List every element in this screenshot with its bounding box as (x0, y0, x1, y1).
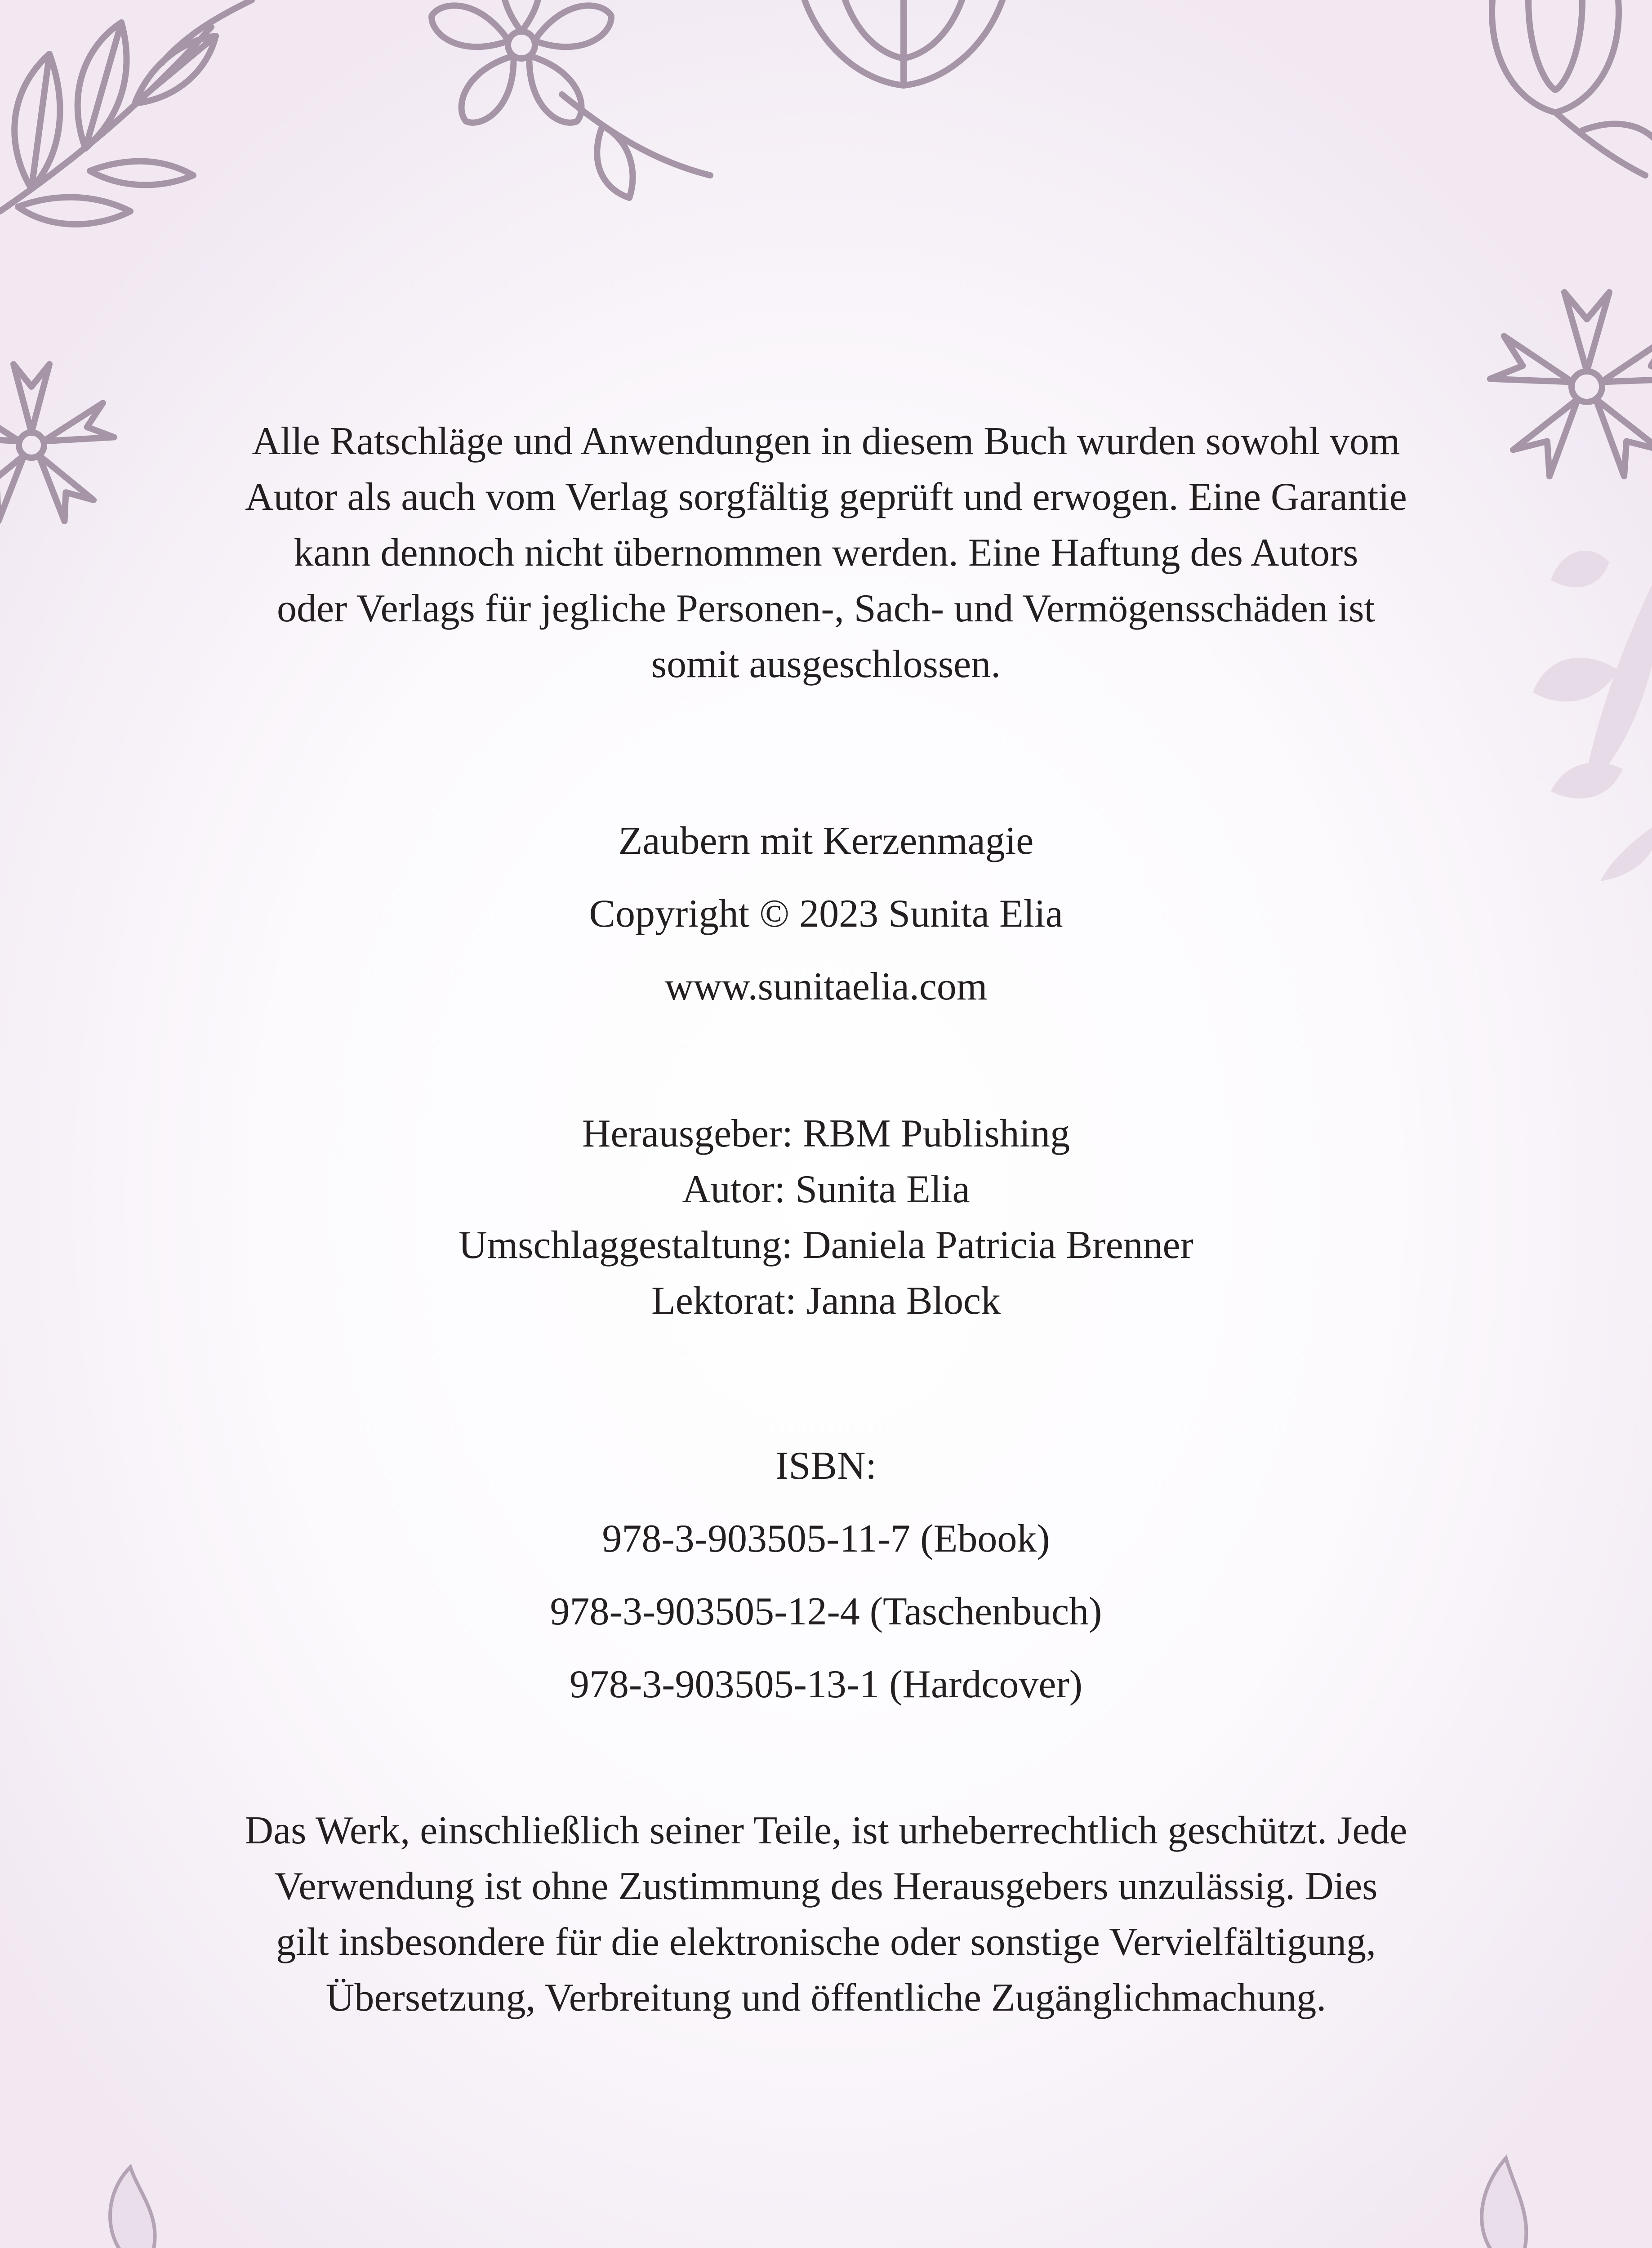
publisher-credit: Herausgeber: RBM Publishing (582, 1112, 1070, 1155)
flower-icon (426, 0, 710, 198)
rights-paragraph (0, 1803, 1652, 2026)
leaf-branch-icon (0, 0, 252, 224)
rights-line: gilt insbesondere für die elektronische oder sonstige Vervielfältigung, (276, 1920, 1376, 1964)
disclaimer-paragraph (0, 414, 1652, 692)
candle-icon (1412, 2158, 1594, 2248)
rights-line: Verwendung ist ohne Zustimmung des Herausgebers unzulässig. Dies (274, 1864, 1378, 1908)
flower-icon (805, 0, 1002, 85)
rights-line: Übersetzung, Verbreitung und öffentliche Zugänglichmachung. (325, 1976, 1327, 2020)
disclaimer-line: kann dennoch nicht übernommen werden. Eine Haftung des Autors (294, 531, 1358, 575)
disclaimer-line: oder Verlags für jegliche Personen-, Sach- und Vermögensschäden ist (277, 587, 1375, 630)
author-credit: Autor: Sunita Elia (682, 1168, 970, 1211)
disclaimer-line: Autor als auch vom Verlag sorgfältig geprüft und erwogen. Eine Garantie (245, 475, 1407, 519)
credits-block (0, 1106, 1652, 1329)
isbn-block (0, 1430, 1652, 1721)
cover-design-credit: Umschlaggestaltung: Daniela Patricia Brenner (459, 1223, 1193, 1267)
book-title: Zaubern mit Kerzenmagie (618, 819, 1034, 863)
leaf-branch-icon (1492, 0, 1652, 175)
copyright-line: Copyright © 2023 Sunita Elia (589, 892, 1063, 936)
disclaimer-line: Alle Ratschläge und Anwendungen in diesem Buch wurden sowohl vom (252, 419, 1400, 463)
title-block (0, 805, 1652, 1023)
editor-credit: Lektorat: Janna Block (651, 1279, 1001, 1323)
isbn-hardcover: 978-3-903505-13-1 (Hardcover) (569, 1663, 1083, 1706)
candle-icon (49, 2167, 232, 2248)
isbn-ebook: 978-3-903505-11-7 (Ebook) (602, 1517, 1050, 1561)
disclaimer-line: somit ausgeschlossen. (651, 642, 1001, 686)
website-link[interactable]: www.sunitaelia.com (664, 965, 988, 1008)
rights-line: Das Werk, einschließlich seiner Teile, ist urheberrechtlich geschützt. Jede (245, 1809, 1407, 1852)
isbn-label: ISBN: (775, 1444, 877, 1488)
isbn-paperback: 978-3-903505-12-4 (Taschenbuch) (550, 1590, 1102, 1633)
